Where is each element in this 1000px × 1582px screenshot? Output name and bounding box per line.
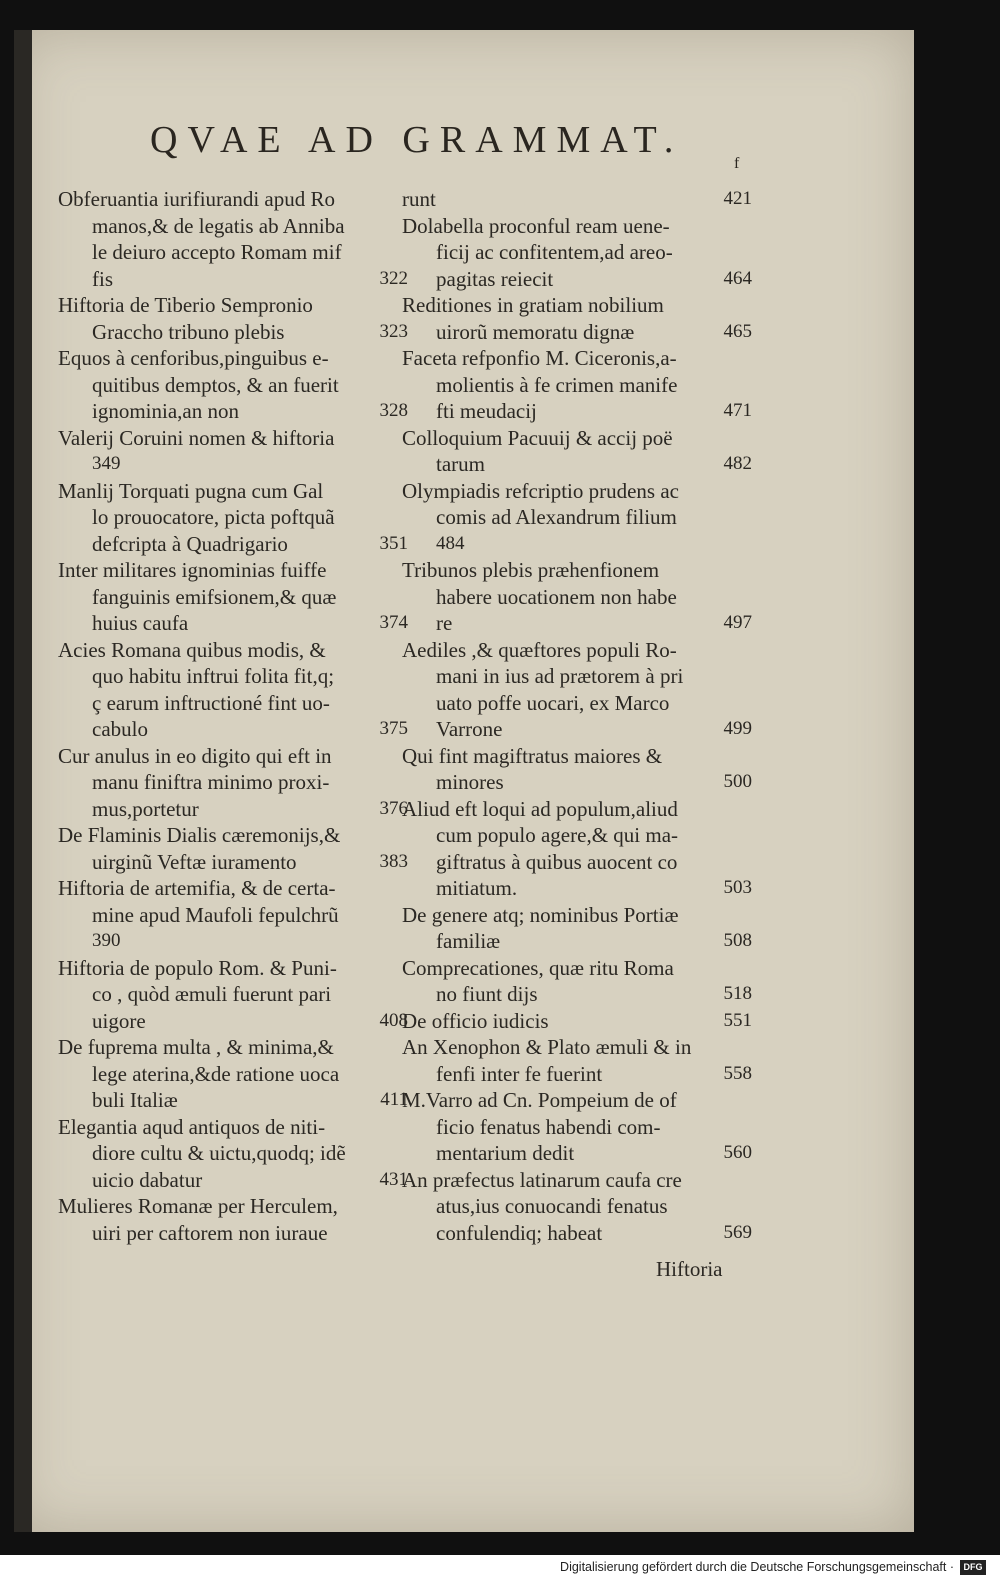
entry-line: De Flaminis Dialis cæremonijs,& — [58, 823, 341, 847]
index-entry — [58, 345, 408, 425]
entry-line: habere uocationem non habe — [436, 584, 677, 609]
page-number: 351 — [379, 532, 408, 554]
entry-line: pagitas reiecit — [436, 266, 554, 291]
entry-line: uicio dabatur — [92, 1167, 203, 1192]
index-entry — [402, 637, 752, 743]
entry-line: lo prouocatore, picta poftquã — [92, 505, 335, 529]
entry-line: An præfectus latinarum caufa cre — [402, 1167, 682, 1192]
index-entry — [58, 822, 408, 875]
page-number: 484 — [436, 532, 465, 554]
entry-line: Hiftoria de populo Rom. & Puni- — [58, 955, 337, 980]
entry-line: mitiatum. — [436, 876, 518, 900]
catchword: Hiftoria — [656, 1257, 723, 1281]
index-entry — [402, 1008, 752, 1035]
entry-line: Valerij Coruini nomen & hiftoria — [58, 425, 335, 450]
entry-line: uato poffe uocari, ex Marco — [436, 690, 670, 715]
index-entry — [402, 213, 752, 293]
entry-line: Colloquium Pacuuij & accij poë — [402, 425, 673, 450]
page-number: 518 — [723, 983, 752, 1004]
entry-line: mus,portetur — [92, 796, 199, 821]
entry-line: fenfi inter fe fuerint — [436, 1061, 603, 1086]
page-spine-edge — [14, 30, 32, 1532]
footer-bar — [0, 1555, 1000, 1582]
page-number: 323 — [379, 320, 408, 342]
entry-line: familiæ — [436, 929, 501, 953]
entry-line: De fuprema multa , & minima,& — [58, 1035, 334, 1059]
index-column-right — [402, 186, 752, 1246]
entry-line: re — [436, 611, 453, 635]
entry-line: Qui fint magiftratus maiores & — [402, 743, 663, 768]
footer-credit: Digitalisierung gefördert durch die Deutsche Forschungsgemeinschaft · — [560, 1560, 954, 1574]
index-entry — [58, 875, 408, 955]
entry-line: ficio fenatus habendi com- — [436, 1114, 661, 1139]
entry-line: tarum — [436, 452, 485, 476]
index-entry — [402, 1034, 752, 1087]
index-entry — [58, 955, 408, 1035]
page-number: 503 — [723, 877, 752, 898]
entry-line: lege aterina,&de ratione uoca — [92, 1061, 340, 1086]
entry-line: An Xenophon & Plato æmuli & in — [402, 1035, 692, 1059]
page-number: 471 — [723, 400, 752, 421]
entry-line: uirorũ memoratu dignæ — [436, 319, 635, 344]
index-entry — [402, 955, 752, 1008]
entry-line: Comprecationes, quæ ritu Roma — [402, 955, 674, 980]
index-entry — [402, 425, 752, 478]
page-header: QVAE AD GRAMMAT. — [150, 119, 684, 161]
entry-line: no fiunt dijs — [436, 982, 538, 1006]
page-number: 375 — [379, 718, 408, 739]
page-number: 421 — [723, 188, 752, 209]
entry-line: Reditiones in gratiam nobilium — [402, 293, 664, 317]
dfg-logo-icon: DFG — [960, 1560, 986, 1575]
entry-line: fanguinis emifsionem,& quæ — [92, 584, 337, 609]
page-number: 374 — [379, 612, 408, 633]
entry-line: cum populo agere,& qui ma- — [436, 823, 679, 847]
entry-line: Dolabella proconful ream uene- — [402, 213, 670, 238]
entry-line: Elegantia aqud antiquos de niti- — [58, 1114, 326, 1139]
entry-line: manos,& de legatis ab Anniba — [92, 213, 345, 238]
index-entry — [58, 557, 408, 637]
entry-line: Aliud eft loqui ad populum,aliud — [402, 796, 678, 821]
entry-line: minores — [436, 770, 504, 794]
entry-line: mani in ius ad prætorem à pri — [436, 664, 684, 688]
entry-line: Equos à cenforibus,pinguibus e- — [58, 346, 329, 370]
entry-line: Varrone — [436, 717, 503, 741]
page-number: 465 — [723, 320, 752, 342]
page-number: 482 — [723, 453, 752, 474]
index-entry — [402, 743, 752, 796]
page-number: 508 — [723, 930, 752, 951]
index-column-left — [58, 186, 408, 1246]
entry-line: buli Italiæ — [92, 1088, 178, 1112]
index-entry — [58, 743, 408, 823]
entry-line: Mulieres Romanæ per Herculem, — [58, 1194, 338, 1218]
entry-line: comis ad Alexandrum filium — [436, 505, 677, 529]
entry-line: ç earum inftructioné fint uo- — [92, 690, 330, 715]
entry-line: Olympiadis refcriptio prudens ac — [402, 478, 679, 503]
index-entry — [402, 796, 752, 902]
page-number: 431 — [379, 1168, 408, 1190]
page-number: 569 — [723, 1221, 752, 1243]
index-entry — [402, 1167, 752, 1247]
page-number: 500 — [723, 771, 752, 792]
entry-line: Manlij Torquati pugna cum Gal — [58, 478, 324, 503]
entry-line: molientis à fe crimen manife — [436, 372, 678, 397]
entry-line: Inter militares ignominias fuiffe — [58, 558, 327, 582]
index-entry — [58, 637, 408, 743]
index-entry — [402, 1087, 752, 1167]
index-entry — [58, 478, 408, 558]
entry-line: uirginũ Veftæ iuramento — [92, 849, 297, 874]
entry-line: Graccho tribuno plebis — [92, 319, 285, 344]
index-entry — [402, 186, 752, 213]
entry-line: mine apud Maufoli fepulchrũ — [92, 902, 339, 927]
entry-line: Faceta refponfio M. Ciceronis,a- — [402, 346, 677, 370]
entry-line: mentarium dedit — [436, 1141, 575, 1165]
page-number: 464 — [723, 267, 752, 289]
page-number: 551 — [723, 1009, 752, 1031]
page-number: 322 — [379, 267, 408, 289]
entry-line: De genere atq; nominibus Portiæ — [402, 902, 679, 927]
index-entry — [402, 902, 752, 955]
entry-line: uiri per caftorem non iuraue — [92, 1220, 328, 1245]
entry-line: quitibus demptos, & an fuerit — [92, 372, 339, 397]
entry-line: ficij ac confitentem,ad areo- — [436, 240, 673, 264]
entry-line: M.Varro ad Cn. Pompeium de of — [402, 1088, 677, 1112]
page-number: 560 — [723, 1142, 752, 1163]
entry-line: diore cultu & uictu,quodq; idẽ — [92, 1141, 346, 1165]
entry-line: le deiuro accepto Romam mif — [92, 240, 342, 264]
index-entry — [402, 478, 752, 558]
index-entry — [58, 425, 408, 478]
entry-line: De officio iudicis — [402, 1008, 549, 1033]
page-number: 408 — [379, 1009, 408, 1031]
signature-mark: f — [734, 155, 740, 172]
entry-line: Cur anulus in eo digito qui eft in — [58, 743, 332, 768]
index-entry — [402, 292, 752, 345]
entry-line: fis — [92, 266, 113, 291]
index-entry — [58, 1114, 408, 1194]
entry-line: Hiftoria de Tiberio Sempronio — [58, 293, 313, 317]
entry-line: cabulo — [92, 717, 148, 741]
entry-line: runt — [402, 187, 436, 211]
entry-line: Acies Romana quibus modis, & — [58, 637, 326, 662]
index-entry — [402, 557, 752, 637]
entry-line: co , quòd æmuli fuerunt pari — [92, 982, 332, 1006]
page-number: 497 — [723, 612, 752, 633]
entry-line: giftratus à quibus auocent co — [436, 849, 678, 874]
entry-line: ignominia,an non — [92, 399, 239, 423]
entry-line: atus,ius conuocandi fenatus — [436, 1194, 668, 1218]
entry-line: Aediles ,& quæftores populi Ro- — [402, 637, 677, 662]
index-entry — [58, 186, 408, 292]
entry-line: confulendiq; habeat — [436, 1220, 603, 1245]
index-entry — [58, 1034, 408, 1114]
page-number: 499 — [723, 718, 752, 739]
page-number: 411 — [380, 1089, 408, 1110]
page-number: 383 — [379, 850, 408, 872]
entry-line: Tribunos plebis præhenfionem — [402, 558, 660, 582]
index-entry — [58, 292, 408, 345]
entry-line: fti meudacij — [436, 399, 537, 423]
page-number: 376 — [379, 797, 408, 819]
page-number: 328 — [379, 400, 408, 421]
entry-line: quo habitu inftrui folita fit,q; — [92, 664, 335, 688]
page-number: 558 — [723, 1062, 752, 1084]
index-entry — [58, 1193, 408, 1246]
entry-line: manu finiftra minimo proxi- — [92, 770, 330, 794]
entry-line: uigore — [92, 1008, 146, 1033]
page-number: 390 — [92, 930, 121, 951]
index-entry — [402, 345, 752, 425]
entry-line: Obferuantia iurifiurandi apud Ro — [58, 187, 335, 211]
entry-line: defcripta à Quadrigario — [92, 531, 288, 556]
entry-line: huius caufa — [92, 611, 189, 635]
entry-line: Hiftoria de artemifia, & de certa- — [58, 876, 336, 900]
page-number: 349 — [92, 453, 121, 474]
